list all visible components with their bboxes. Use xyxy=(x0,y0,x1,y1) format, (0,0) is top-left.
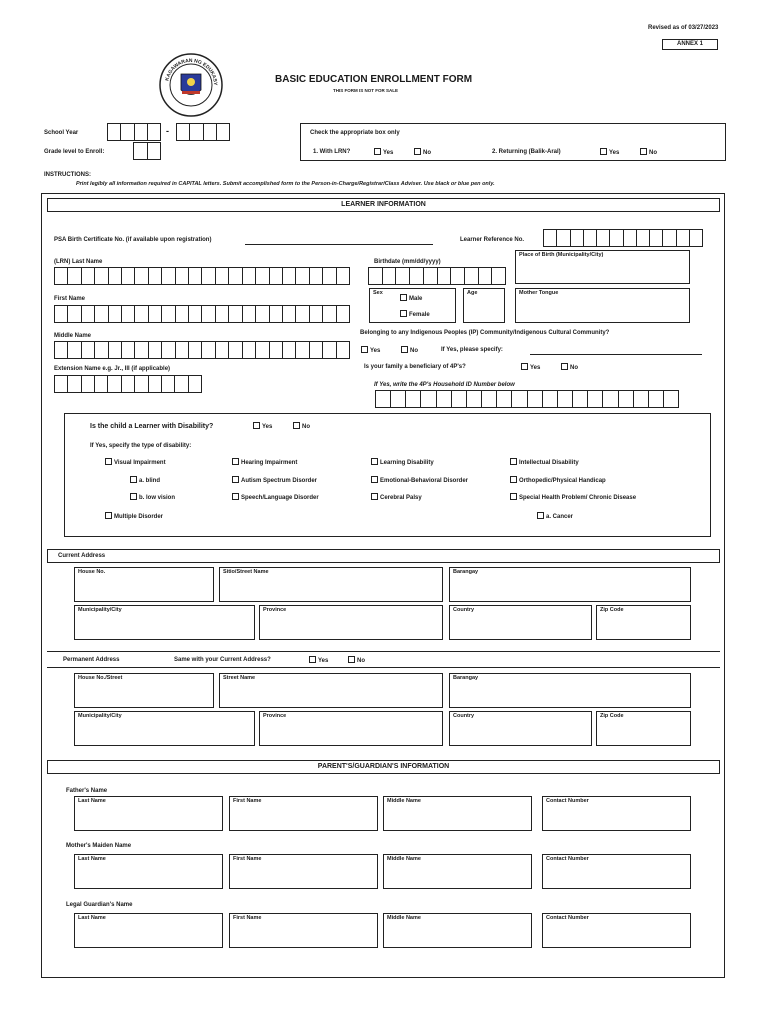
ip-yes-option[interactable]: Yes xyxy=(361,346,380,354)
current-barangay-field[interactable] xyxy=(449,567,691,602)
current-province-field[interactable] xyxy=(259,605,443,640)
mother-first-name-label: First Name xyxy=(233,856,262,862)
guardian-last-name-label: Last Name xyxy=(78,915,106,921)
grade-level-label: Grade level to Enroll: xyxy=(44,149,105,155)
returning-no-option[interactable]: No xyxy=(640,148,657,156)
first-name-label: First Name xyxy=(54,296,86,302)
mother-name-title: Mother's Maiden Name xyxy=(66,843,132,849)
disability-no-checkbox[interactable] xyxy=(293,422,300,429)
permanent-barangay-label: Barangay xyxy=(453,675,479,681)
ip-specify-label: If Yes, please specify: xyxy=(441,347,503,353)
lrn-input[interactable] xyxy=(543,229,703,247)
guardian-first-name-field[interactable] xyxy=(229,913,378,948)
female-checkbox[interactable] xyxy=(400,310,407,317)
permanent-house-label: House No./Street xyxy=(78,675,123,681)
mother-middle-name-label: Middle Name xyxy=(387,856,421,862)
permanent-country-label: Country xyxy=(453,713,475,719)
multiple-disorder-checkbox[interactable] xyxy=(105,512,112,519)
mother-contact-field[interactable] xyxy=(542,854,691,889)
father-middle-name-field[interactable] xyxy=(383,796,532,831)
mother-tongue-field[interactable] xyxy=(515,288,690,323)
cancer-option[interactable]: a. Cancer xyxy=(537,512,573,520)
household-id-label: If Yes, write the 4P's Household ID Number below xyxy=(374,382,515,388)
fourps-question: Is your family a beneficiary of 4P's? xyxy=(364,364,466,370)
returning-question: 2. Returning (Balik-Aral) xyxy=(492,149,561,155)
permanent-country-field[interactable] xyxy=(449,711,592,746)
father-last-name-label: Last Name xyxy=(78,798,106,804)
current-house-field[interactable] xyxy=(74,567,214,602)
intellectual-option[interactable]: Intellectual Disability xyxy=(510,458,579,466)
revised-date: Revised as of 03/27/2023 xyxy=(648,25,719,31)
permanent-municipality-field[interactable] xyxy=(74,711,255,746)
current-address-header: Current Address xyxy=(47,549,720,563)
learning-disability-option[interactable]: Learning Disability xyxy=(371,458,434,466)
permanent-province-label: Province xyxy=(263,713,287,719)
ip-yes-checkbox[interactable] xyxy=(361,346,368,353)
visual-impairment-checkbox[interactable] xyxy=(105,458,112,465)
grade-level-input[interactable] xyxy=(133,142,161,160)
lrn-label: Learner Reference No. xyxy=(460,237,525,243)
ip-no-option[interactable]: No xyxy=(401,346,418,354)
parents-info-header: PARENT'S/GUARDIAN'S INFORMATION xyxy=(47,760,720,774)
permanent-house-field[interactable] xyxy=(74,673,214,708)
same-address-no-checkbox[interactable] xyxy=(348,656,355,663)
permanent-municipality-label: Municipality/City xyxy=(78,713,122,719)
place-of-birth-field[interactable] xyxy=(515,250,690,284)
cerebral-palsy-checkbox[interactable] xyxy=(371,493,378,500)
last-name-input[interactable] xyxy=(54,267,350,285)
last-name-label: (LRN) Last Name xyxy=(54,259,103,265)
current-street-label: Sitio/Street Name xyxy=(223,569,269,575)
deped-seal-icon xyxy=(158,52,224,118)
father-name-title: Father's Name xyxy=(66,788,108,794)
returning-yes-checkbox[interactable] xyxy=(600,148,607,155)
extension-name-input[interactable] xyxy=(54,375,202,393)
learner-info-header: LEARNER INFORMATION xyxy=(47,198,720,212)
male-checkbox[interactable] xyxy=(400,294,407,301)
check-title: Check the appropriate box only xyxy=(310,130,400,136)
guardian-contact-field[interactable] xyxy=(542,913,691,948)
father-middle-name-label: Middle Name xyxy=(387,798,421,804)
current-country-label: Country xyxy=(453,607,475,613)
lrn-question: 1. With LRN? xyxy=(313,149,351,155)
age-field[interactable] xyxy=(463,288,505,323)
permanent-address-underline xyxy=(47,667,720,668)
mother-middle-name-field[interactable] xyxy=(383,854,532,889)
same-address-yes-checkbox[interactable] xyxy=(309,656,316,663)
same-address-no-option[interactable]: No xyxy=(348,656,365,664)
cerebral-palsy-option[interactable]: Cerebral Palsy xyxy=(371,493,422,501)
speech-option[interactable]: Speech/Language Disorder xyxy=(232,493,319,501)
autism-checkbox[interactable] xyxy=(232,476,239,483)
guardian-middle-name-label: Middle Name xyxy=(387,915,421,921)
father-first-name-field[interactable] xyxy=(229,796,378,831)
guardian-first-name-label: First Name xyxy=(233,915,262,921)
current-province-label: Province xyxy=(263,607,287,613)
permanent-address-divider xyxy=(47,651,720,652)
middle-name-input[interactable] xyxy=(54,341,350,359)
orthopedic-option[interactable]: Orthopedic/Physical Handicap xyxy=(510,476,606,484)
mother-contact-label: Contact Number xyxy=(546,856,589,862)
lrn-no-option[interactable]: No xyxy=(414,148,431,156)
autism-option[interactable]: Autism Spectrum Disorder xyxy=(232,476,317,484)
middle-name-label: Middle Name xyxy=(54,333,92,339)
fourps-no-option[interactable]: No xyxy=(561,363,578,371)
emotional-option[interactable]: Emotional-Behavioral Disorder xyxy=(371,476,468,484)
school-year-dash: - xyxy=(166,126,169,136)
current-municipality-label: Municipality/City xyxy=(78,607,122,613)
deped-seal xyxy=(158,52,224,118)
psa-label: PSA Birth Certificate No. (if available upon registration) xyxy=(54,237,212,243)
fourps-no-checkbox[interactable] xyxy=(561,363,568,370)
permanent-province-field[interactable] xyxy=(259,711,443,746)
svg-text:KAGAWARAN NG EDUKASYON: KAGAWARAN NG EDUKASY xyxy=(164,57,219,86)
disability-yes-option[interactable]: Yes xyxy=(253,422,272,430)
mother-last-name-field[interactable] xyxy=(74,854,223,889)
special-health-checkbox[interactable] xyxy=(510,493,517,500)
father-last-name-field[interactable] xyxy=(74,796,223,831)
low-vision-option[interactable]: b. low vision xyxy=(130,493,175,501)
female-option[interactable]: Female xyxy=(400,310,430,318)
first-name-input[interactable] xyxy=(54,305,350,323)
current-barangay-label: Barangay xyxy=(453,569,479,575)
intellectual-checkbox[interactable] xyxy=(510,458,517,465)
birthdate-label: Birthdate (mm/dd/yyyy) xyxy=(374,259,441,265)
extension-name-label: Extension Name e.g. Jr., III (if applicable) xyxy=(54,366,171,372)
current-zip-field[interactable] xyxy=(596,605,691,640)
guardian-name-title: Legal Guardian's Name xyxy=(66,902,133,908)
birthdate-input[interactable] xyxy=(368,267,506,285)
lrn-yes-checkbox[interactable] xyxy=(374,148,381,155)
current-zip-label: Zip Code xyxy=(600,607,624,613)
fourps-yes-checkbox[interactable] xyxy=(521,363,528,370)
current-house-label: House No. xyxy=(78,569,106,575)
speech-checkbox[interactable] xyxy=(232,493,239,500)
multiple-disorder-option[interactable]: Multiple Disorder xyxy=(105,512,163,520)
mother-first-name-field[interactable] xyxy=(229,854,378,889)
household-id-input[interactable] xyxy=(375,390,679,408)
blind-checkbox[interactable] xyxy=(130,476,137,483)
special-health-option[interactable]: Special Health Problem/ Chronic Disease xyxy=(510,493,636,501)
permanent-zip-label: Zip Code xyxy=(600,713,624,719)
school-year-end[interactable] xyxy=(176,123,230,141)
disability-specify-label: If Yes, specify the type of disability: xyxy=(90,443,192,449)
returning-yes-option[interactable]: Yes xyxy=(600,148,619,156)
fourps-yes-option[interactable]: Yes xyxy=(521,363,540,371)
form-subtitle: THIS FORM IS NOT FOR SALE xyxy=(333,88,398,93)
returning-no-checkbox[interactable] xyxy=(640,148,647,155)
mother-last-name-label: Last Name xyxy=(78,856,106,862)
check-panel xyxy=(300,123,726,161)
ip-specify-input[interactable] xyxy=(530,354,702,355)
learning-disability-checkbox[interactable] xyxy=(371,458,378,465)
same-address-question: Same with your Current Address? xyxy=(174,657,271,663)
father-contact-field[interactable] xyxy=(542,796,691,831)
lrn-yes-option[interactable]: Yes xyxy=(374,148,393,156)
mother-tongue-label: Mother Tongue xyxy=(519,290,559,296)
cancer-checkbox[interactable] xyxy=(537,512,544,519)
form-title: BASIC EDUCATION ENROLLMENT FORM xyxy=(275,74,473,85)
lrn-no-checkbox[interactable] xyxy=(414,148,421,155)
blind-option[interactable]: a. blind xyxy=(130,476,160,484)
ip-no-checkbox[interactable] xyxy=(401,346,408,353)
father-first-name-label: First Name xyxy=(233,798,262,804)
instructions-title: INSTRUCTIONS: xyxy=(44,172,91,178)
father-contact-label: Contact Number xyxy=(546,798,589,804)
ip-question: Belonging to any Indigenous Peoples (IP) Community/Indigenous Cultural Community? xyxy=(360,330,610,336)
guardian-last-name-field[interactable] xyxy=(74,913,223,948)
visual-impairment-option[interactable]: Visual Impairment xyxy=(105,458,166,466)
annex-label: ANNEX 1 xyxy=(662,39,718,50)
disability-no-option[interactable]: No xyxy=(293,422,310,430)
school-year-start[interactable] xyxy=(107,123,161,141)
emotional-checkbox[interactable] xyxy=(371,476,378,483)
guardian-middle-name-field[interactable] xyxy=(383,913,532,948)
permanent-zip-field[interactable] xyxy=(596,711,691,746)
hearing-impairment-checkbox[interactable] xyxy=(232,458,239,465)
guardian-contact-label: Contact Number xyxy=(546,915,589,921)
current-country-field[interactable] xyxy=(449,605,592,640)
same-address-yes-option[interactable]: Yes xyxy=(309,656,328,664)
male-option[interactable]: Male xyxy=(400,294,422,302)
disability-question: Is the child a Learner with Disability? xyxy=(90,423,214,430)
current-street-field[interactable] xyxy=(219,567,443,602)
permanent-barangay-field[interactable] xyxy=(449,673,691,708)
current-municipality-field[interactable] xyxy=(74,605,255,640)
hearing-impairment-option[interactable]: Hearing Impairment xyxy=(232,458,297,466)
permanent-address-title: Permanent Address xyxy=(63,657,120,663)
orthopedic-checkbox[interactable] xyxy=(510,476,517,483)
age-label: Age xyxy=(467,290,478,296)
school-year-label: School Year xyxy=(44,130,79,136)
low-vision-checkbox[interactable] xyxy=(130,493,137,500)
sex-label: Sex xyxy=(373,290,383,296)
psa-input[interactable] xyxy=(245,244,433,245)
place-of-birth-label: Place of Birth (Municipality/City) xyxy=(519,252,604,258)
permanent-street-label: Street Name xyxy=(223,675,256,681)
instructions-text: Print legibly all information required in CAPITAL letters. Submit accomplished form to the Person-in-Charge/Registrar/Class Adviser. Use black or blue pen only. xyxy=(76,181,495,187)
permanent-street-field[interactable] xyxy=(219,673,443,708)
disability-yes-checkbox[interactable] xyxy=(253,422,260,429)
